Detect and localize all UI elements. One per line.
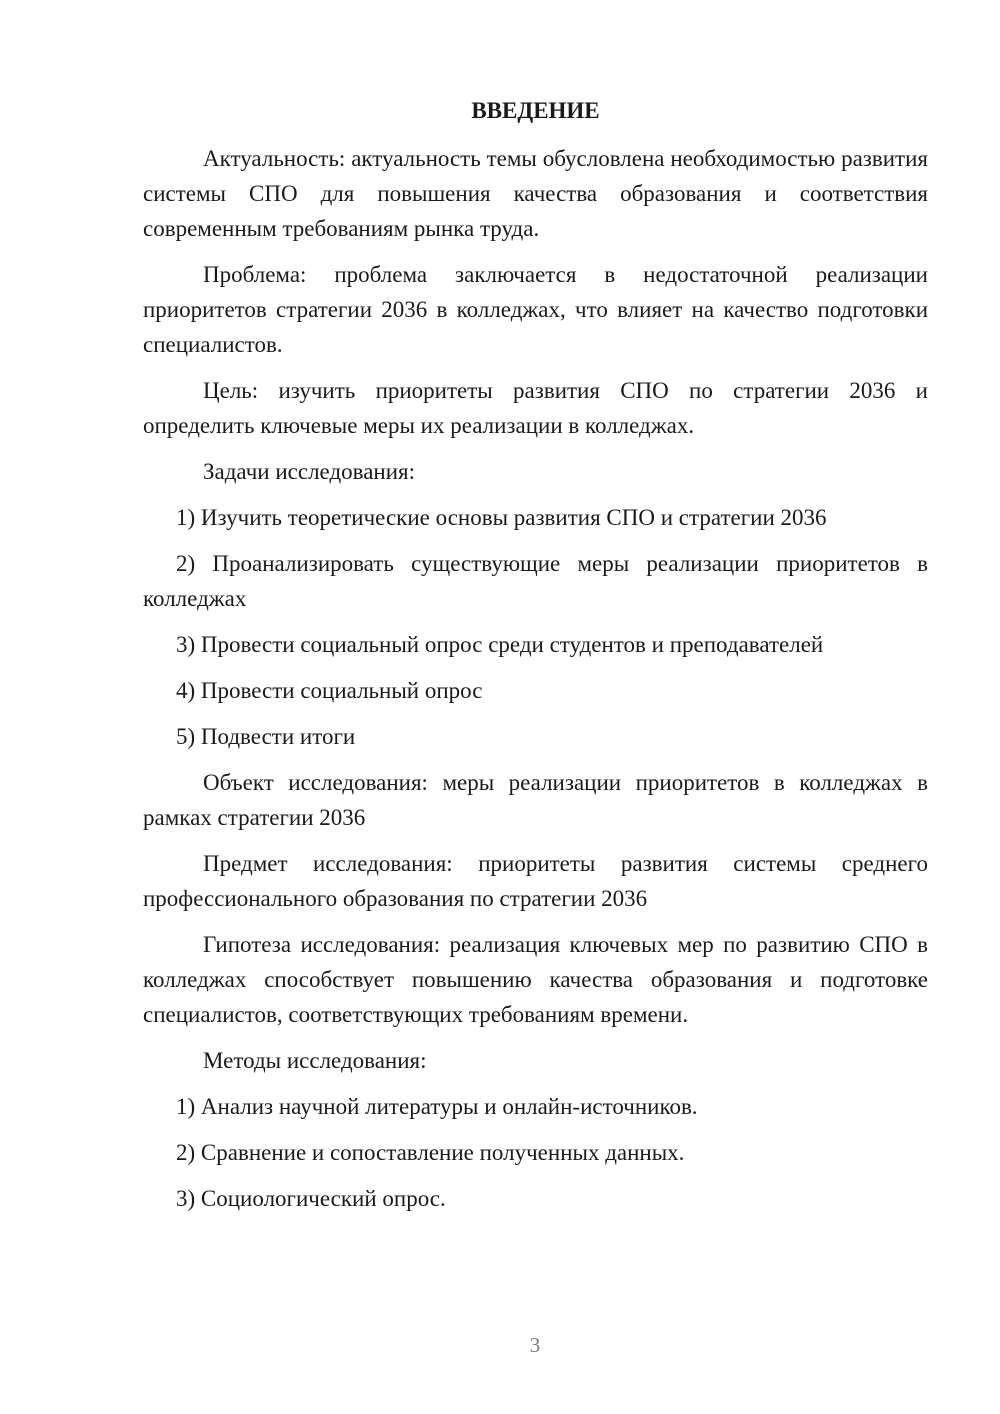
tasks-title: Задачи исследования: [203, 459, 416, 484]
methods-title: Методы исследования: [203, 1048, 427, 1073]
problem-paragraph: Проблема: проблема заключается в недостаточной реализации приоритетов стратегии 2036 в колледжах, что влияет на качество подготовки специалистов. [143, 262, 928, 357]
object-paragraph: Объект исследования: меры реализации приоритетов в колледжах в рамках стратегии 2036 [143, 770, 928, 830]
subject-paragraph: Предмет исследования: приоритеты развития системы среднего профессионального образования по стратегии 2036 [143, 851, 928, 911]
method-item: 3) Социологический опрос. [176, 1186, 446, 1211]
task-item: 4) Провести социальный опрос [176, 678, 483, 703]
task-item: 1) Изучить теоретические основы развития СПО и стратегии 2036 [176, 505, 827, 530]
goal-paragraph: Цель: изучить приоритеты развития СПО по стратегии 2036 и определить ключевые меры их реализации в колледжах. [143, 378, 928, 438]
task-item: 5) Подвести итоги [176, 724, 356, 749]
method-item: 1) Анализ научной литературы и онлайн-источников. [176, 1094, 698, 1119]
page-content [143, 93, 928, 1227]
task-item: 3) Провести социальный опрос среди студентов и преподавателей [176, 632, 824, 657]
actuality-paragraph: Актуальность: актуальность темы обусловлена необходимостью развития системы СПО для повышения качества образования и соответствия современным требованиям рынка труда. [143, 146, 928, 241]
page-heading: ВВЕДЕНИЕ [471, 98, 600, 123]
method-item: 2) Сравнение и сопоставление полученных данных. [176, 1140, 685, 1165]
hypothesis-paragraph: Гипотеза исследования: реализация ключевых мер по развитию СПО в колледжах способствует повышению качества образования и подготовке специалистов, соответствующих требованиям времени. [143, 932, 928, 1027]
page-number: 3 [529, 1333, 541, 1357]
task-item: 2) Проанализировать существующие меры реализации приоритетов в колледжах [143, 551, 928, 611]
